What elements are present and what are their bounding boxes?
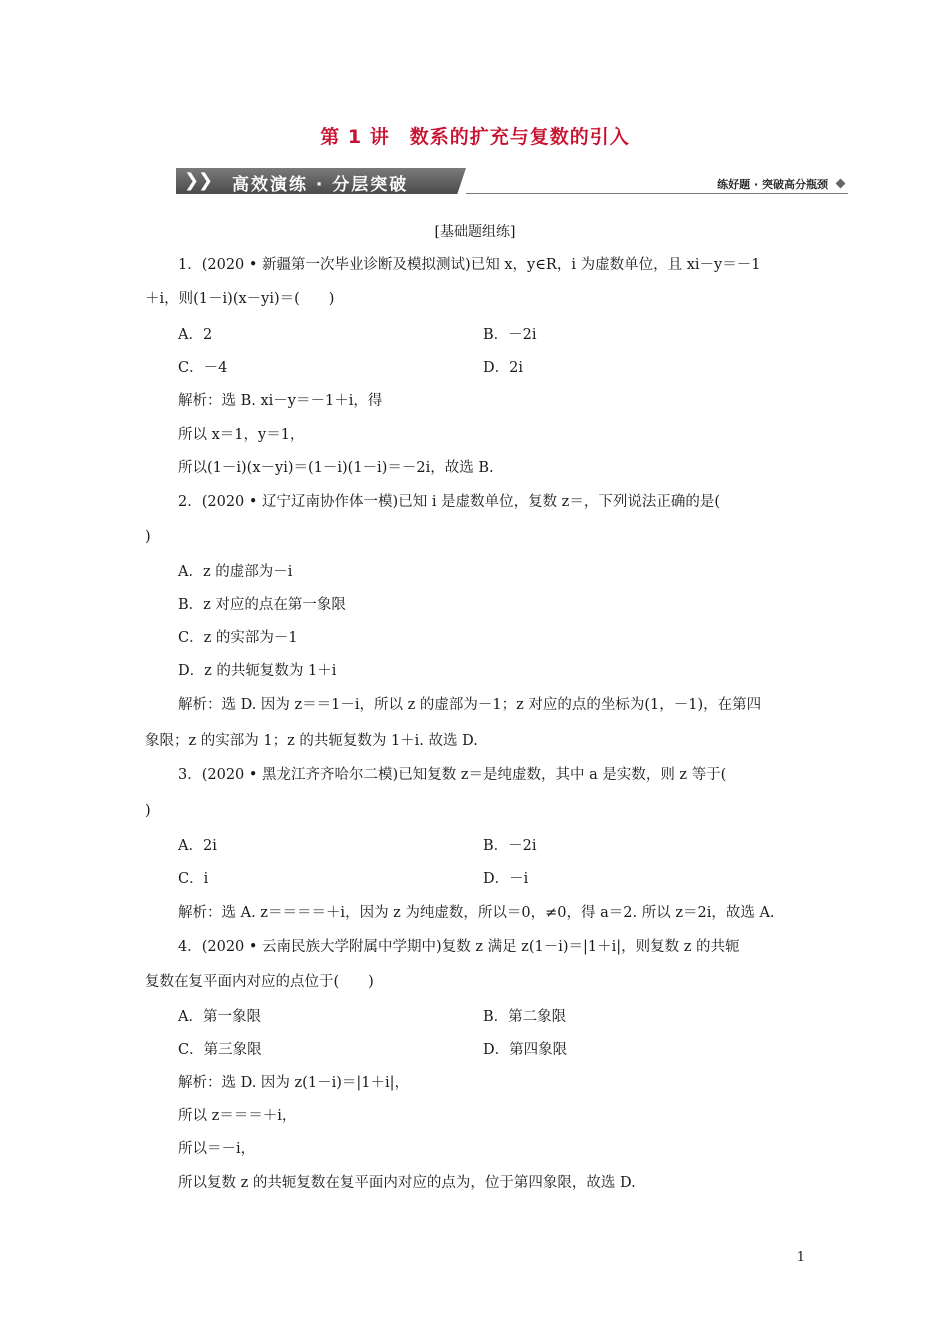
page-title: 第 1 讲 数系的扩充与复数的引入 (320, 126, 630, 148)
option-d: D．2i (483, 360, 523, 376)
option-b: B．z 对应的点在第一象限 (178, 597, 346, 613)
question-line: 2．(2020 • 辽宁辽南协作体一模)已知 i 是虚数单位，复数 z＝，下列说法正确的是( (178, 494, 720, 510)
solution-line: 所以 z＝＝＝＋i， (178, 1108, 297, 1124)
solution-line: 象限；z 的实部为 1；z 的共轭复数为 1＋i. 故选 D. (145, 733, 478, 749)
banner-rule (466, 193, 848, 194)
solution-line: 解析：选 D. 因为 z＝＝1－i，所以 z 的虚部为－1；z 对应的点的坐标为(1，－1)，在第四 (178, 697, 762, 713)
page-number: 1 (796, 1250, 805, 1265)
banner-text: 高效演练 · 分层突破 (232, 175, 409, 195)
option-d: D．第四象限 (483, 1042, 568, 1058)
option-c: C．－4 (178, 360, 228, 376)
banner-tag: 练好题 · 突破高分瓶颈 (717, 178, 828, 191)
section-heading: [基础题组练] (434, 224, 516, 240)
option-b: B．－2i (483, 838, 537, 854)
solution-line: 所以(1－i)(x－yi)＝(1－i)(1－i)＝－2i，故选 B. (178, 460, 494, 476)
question-line: 1．(2020 • 新疆第一次毕业诊断及模拟测试)已知 x，y∈R，i 为虚数单位，且 xi－y＝－1 (178, 257, 761, 273)
option-a: A．第一象限 (178, 1009, 261, 1025)
question-line: ) (145, 529, 151, 545)
solution-line: 所以 x＝1，y＝1， (178, 427, 305, 443)
option-a: A．z 的虚部为－i (178, 564, 293, 580)
option-c: C．z 的实部为－1 (178, 630, 298, 646)
option-b: B．－2i (483, 327, 537, 343)
option-a: A．2i (178, 838, 217, 854)
question-line: 4．(2020 • 云南民族大学附属中学期中)复数 z 满足 z(1－i)＝|1＋i|，则复数 z 的共轭 (178, 939, 740, 955)
solution-line: 解析：选 A. z＝＝＝＝＋i，因为 z 为纯虚数，所以＝0，≠0，得 a＝2. 所以 z＝2i，故选 A. (178, 905, 775, 921)
question-line: 复数在复平面内对应的点位于( ) (145, 974, 374, 990)
solution-line: 解析：选 D. 因为 z(1－i)＝|1＋i|， (178, 1075, 409, 1091)
option-c: C．第三象限 (178, 1042, 262, 1058)
option-d: D．z 的共轭复数为 1＋i (178, 663, 337, 679)
diamond-icon (836, 179, 846, 189)
option-a: A．2 (178, 327, 213, 343)
solution-line: 所以复数 z 的共轭复数在复平面内对应的点为，位于第四象限，故选 D. (178, 1175, 636, 1191)
question-line: ) (145, 803, 151, 819)
option-b: B．第二象限 (483, 1009, 567, 1025)
chevron-right-icon: ❯ (198, 170, 214, 191)
question-line: 3．(2020 • 黑龙江齐齐哈尔二模)已知复数 z＝是纯虚数，其中 a 是实数，则 z 等于( (178, 767, 727, 783)
solution-line: 解析：选 B. xi－y＝－1＋i，得 (178, 393, 383, 409)
solution-line: 所以＝－i， (178, 1141, 256, 1157)
option-d: D．－i (483, 871, 529, 887)
question-line: ＋i，则(1－i)(x－yi)＝( ) (145, 291, 335, 307)
chevron-right-icon: ❯ (184, 170, 200, 191)
option-c: C．i (178, 871, 209, 887)
section-banner (176, 166, 848, 196)
